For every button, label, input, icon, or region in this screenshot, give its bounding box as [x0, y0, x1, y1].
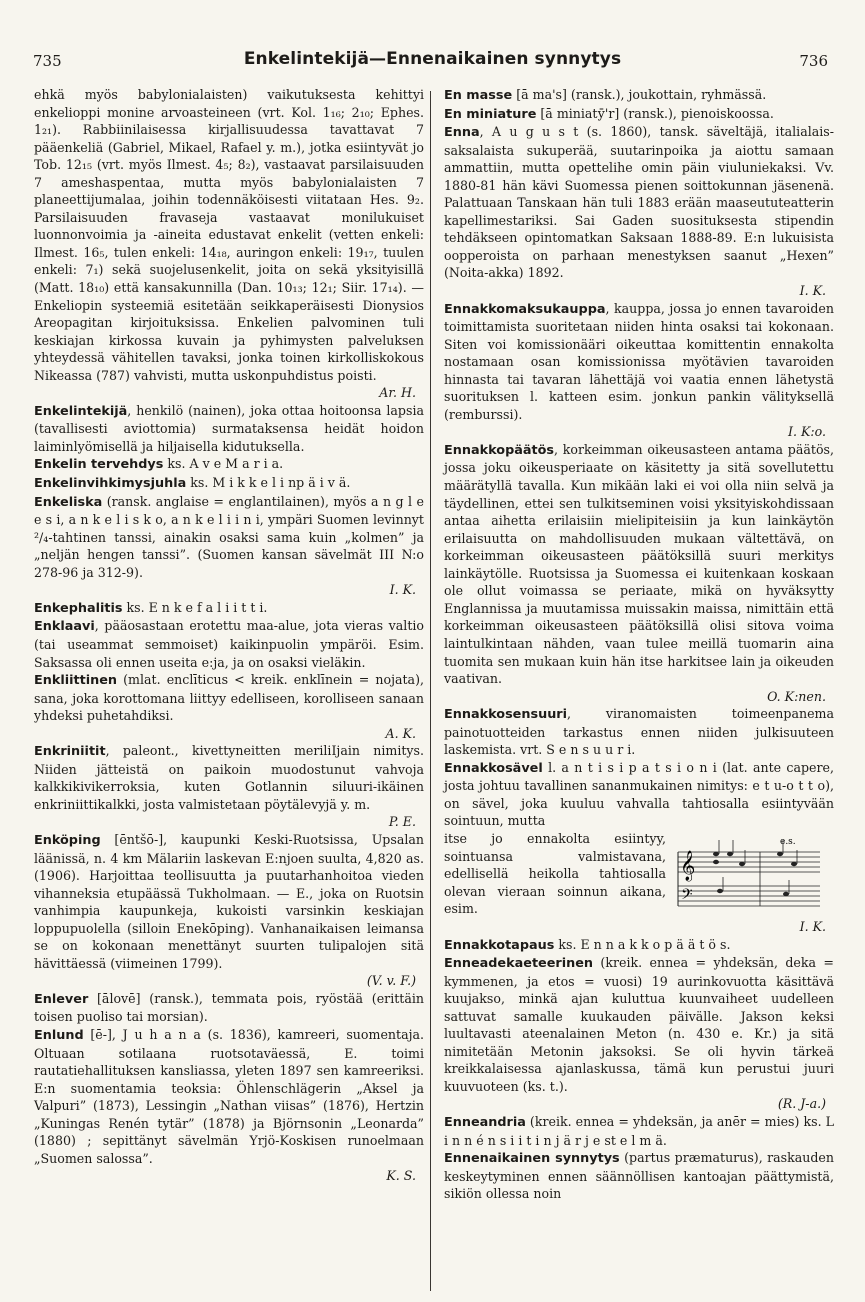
left-entry: Enkeliska (ransk. anglaise = englantilainen), myös a n g l e e s i, a n k e l i s k o, a n k e l i i n i, ympäri Suomen levinnyt ²/₄-tahtinen tanssi, ainakin osaksi sama kuin „kolmen” ja „neljän hengen tanssi”. (Suomen kansan sävelmät III N:o 278-96 ja 312-9). [34, 493, 424, 580]
entry-headword: Enna [444, 125, 480, 141]
left-entry: Enkelin tervehdys ks. A v e M a r i a. [34, 456, 284, 473]
entry-headword: Ennenaikainen synnytys [444, 1151, 620, 1167]
entry-headword: Enkephalitis [34, 600, 123, 616]
right-entry: Ennakkotapaus ks. E n n a k k o p ä ä t ö s. [444, 936, 731, 953]
right-entry: En masse [ā ma's] (ransk.), joukottain, ryhmässä. [444, 87, 767, 103]
entry-headword: Enkliittinen [34, 673, 118, 689]
right-entry: Enna, A u g u s t (s. 1860), tansk. säveltäjä, italialais-saksalaista sukuperää, suutarinpoika ja aiottu samaan ammattiin, mutta opettelihe omin päin viuluniekaksi. Vv. 1880-81 hän kävi Suomessa pienen soittokunnan jäsenenä. Palattuaan Tanskaan hän tuli 1883 erään maaseututeatterin kapellimestariksi. Sai Gaden suosituksesta stipendin tehdäkseen opintomatkan Saksaan 1888-89. E:n lukuisista oopperoista on parhaan menestyksen saanut „Hexen” (Noita-akka) 1892. [444, 124, 834, 281]
entry-headword: En masse [444, 88, 513, 103]
left-entry: Enkelinvihkimysjuhla ks. M i k k e l i np ä i v ä. [34, 475, 351, 492]
entry-headword: Ennakkosensuuri [444, 707, 568, 723]
treble-staff [678, 852, 820, 872]
right-column-bottom [444, 936, 834, 1203]
left-entry: Enkelintekijä, henkilö (nainen), joka ottaa hoitoonsa lapsia (tavallisesti aviottomia) surmataksensa heidät hoidon laiminlyömisellä ja hiljaisella kidutuksella. [34, 402, 424, 454]
entry-headword: Enkelintekijä [34, 403, 128, 419]
entry-headword: Enkriniitit [34, 744, 106, 760]
entry-headword: Enköping [34, 832, 101, 848]
left-column [34, 86, 424, 1185]
entry-headword: Enkelinvihkimysjuhla [34, 476, 187, 492]
entry-headword: En miniature [444, 106, 537, 122]
right-signature: I. K:o. [788, 424, 826, 440]
music-staff-svg [670, 834, 826, 918]
left-entry: Enklaavi, pääosastaan erotettu maa-alue, jota vieras valtio (tai useammat semmoiset) kaikinpuolin ympäröi. Esim. Saksassa oli ennen useita e:ja, ja on osaksi vieläkin. [34, 618, 424, 670]
right-entry: Ennakkopäätös, korkeimman oikeusasteen antama päätös, jossa joku oikeusperiaate on käsitetty ja sitä sovellutettu määrätyllä tavalla. Kun mikään laki ei voi olla niin selvä ja täydellinen, ettei sen tulkitseminen voisi yksityiskohdissaan antaa aihetta erilaisiin mielipiteisiin ja kun lainkäytön erilaisuutta on mahdollisuuden mukaan vältettävä, on korkeimman oikeusasteen päätöksillä suuri merkitys lainkäytölle. Ruotsissa ja Suomessa ei kuitenkaan koskaan ole ollut voimassa se periaate, mikä on hyväksytty Englannissa ja muutamissa muissakin maissa, nimittäin että korkeimman oikeusasteen päätöksillä olisi sitova voima laintulkintaan nähden, vaan tulee meillä tuomarin aina tuomita sen mukaan kuin hän itse harkitsee lain ja oikeuden vaativan. [444, 441, 834, 687]
right-entry: Ennakkosensuuri, viranomaisten toimeenpanema painotuotteiden tarkastus ennen niiden julkisuuteen laskemista. vrt. S e n s u u r i. [444, 706, 834, 758]
music-example-text: itse jo ennakolta esiintyy, sointuansa valmistavana, edellisellä heikolla tahtiosalla olevan vieraan soinnun aikana, esim. [444, 830, 666, 917]
left-signature: K. S. [386, 1168, 416, 1184]
music-caption: e.s. [780, 836, 796, 847]
entry-headword: Enlund [34, 1027, 84, 1043]
column-divider [430, 91, 431, 1291]
right-signature: I. K. [799, 283, 826, 299]
left-entry: Enkephalitis ks. E n k e f a l i i t t i. [34, 599, 268, 616]
right-entry: Enneandria (kreik. ennea = yhdeksän, ja anēr = mies) ks. L i n n é n s i i t i n j ä r j e st e l m ä. [444, 1113, 834, 1148]
left-signature: I. K. [389, 582, 416, 598]
page-number-left: 735 [33, 52, 62, 70]
left-entry: ehkä myös babylonialaisten) vaikutuksesta kehittyi enkelioppi monine arvoasteineen (vrt. Kol. 1₁₆; 2₁₀; Ephes. 1₂₁). Rabbiinilaisessa kirjallisuudessa tavattavat 7 pääenkeliä (Gabriel, Mikael, Rafael y. m.), jotka esiintyvät jo Tob. 12₁₅ (vrt. myös Ilmest. 4₅; 8₂), vastaavat parsilaisuuden 7 ameshaspentaa, mutta myös babylonialaisten 7 planeettijumalaa, joihin todennäköisesti viitataan Hes. 9₂. Parsilaisuuden fravaseja vastaavat monilukuiset luonnonvoimia ja -aineita edustavat enkelit (vetten enkeli: Ilmest. 16₅, tulen enkeli: 14₁₈, auringon enkeli: 19₁₇, tuulen enkeli: 7₁) sekä suojelusenkelit, joita on sekä yksityisillä (Matt. 18₁₀) että kansakunnilla (Dan. 10₁₃; 12₁; Siir. 17₁₄). — Enkeliopin systeemiä esitetään seikkaperäisesti Dionysios Areopagitan kirjoituksissa. Enkelien palvominen tuli keskiajan kirkossa kuvain ja pyhimysten palveluksen yhteydessä vähitellen tavaksi, jonka toinen kirkolliskokous Nikeassa (787) vahvisti, mutta uskonpuhdistus poisti. [34, 87, 424, 383]
page-header [0, 0, 865, 80]
left-entry: Enkriniitit, paleont., kivettyneitten meriliIjain nimitys. Niiden jätteistä on paikoin muodostunut vahvoja kalkkikivikerroksia, kuten Gotlannin siluuri-ikäinen enkriniittikalkki, josta valmistetaan pöytälevyjä y. m. [34, 743, 424, 812]
right-entry: Ennakkosävel l. a n t i s i p a t s i o n i (lat. ante capere, josta johtuu tavallinen sananmukainen nimitys: e t u-o t t o), on sävel, joka kuuluu vahvalla tahtiosalla esiintyvään sointuun, mutta [444, 759, 834, 829]
left-signature: (V. v. F.) [366, 973, 416, 989]
left-signature: A. K. [385, 725, 416, 741]
entry-headword: Enneandria [444, 1114, 526, 1130]
entry-headword: Ennakkosävel [444, 760, 543, 776]
entry-headword: Enklaavi [34, 619, 95, 635]
notes [713, 852, 797, 896]
right-entry: Ennenaikainen synnytys (partus præmaturus), raskauden keskeytyminen ennen säännöllisen kantoajan päättymistä, sikiön ollessa noin [444, 1150, 834, 1202]
left-entry: Enköping [ēntšō-], kaupunki Keski-Ruotsissa, Upsalan läänissä, n. 4 km Mälariin laskevan E:njoen suulta, 4,820 as. (1906). Harjoittaa teollisuutta ja puutarhanhoitoa vieden vihanneksia etupäässä Tukholmaan. — E., joka on Ruotsin vanhimpia kaupunkeja, kukoisti varsinkin keskiajan loppupuolella (silloin Enekōping). Vanhanaikaisen leimansa se on kokonaan menettänyt suurten tulipalojen sitä hävittäessä (viimeinen 1799). [34, 831, 424, 971]
right-entry: Ennakkomaksukauppa, kauppa, jossa jo ennen tavaroiden toimittamista suoritetaan niiden hinta osaksi tai kokonaan. Siten voi komissionääri oikeuttaa komittentin ennakolta nostamaan osan komissionissa myötävien tavaroiden hinnasta tai tavaran lähettäjä voi vaatia ennen lähetystä suorituksen l. katteen esim. jonkun pankin välityksellä (remburssi). [444, 300, 834, 422]
entry-headword: Enlever [34, 991, 89, 1007]
right-column-top [444, 86, 834, 830]
bass-clef-icon: 𝄢 [681, 885, 693, 907]
right-entry: Enneadekaeteerinen (kreik. ennea = yhdeksän, deka = kymmenen, ja etos = vuosi) 19 aurinkovuotta käsittävä kuujakso, minkä ajan kuluttua kuunvaiheet uudelleen sattuvat samalle kuukauden päivälle. Jakson keksi luultavasti ateenalainen Meton (n. 430 e. Kr.) ja sitä nimitetään Metonin jaksoksi. Se oli hyvin tärkeä kreikkalaisessa ajanlaskussa, tämä kun perustui juuri kuuvuoteen (ks. t.). [444, 955, 834, 1094]
page-number-right: 736 [799, 52, 828, 70]
left-entry: Enkliittinen (mlat. enclīticus < kreik. enklīnein = nojata), sana, joka korottomana liittyy edelliseen, korolliseen sanaan yhdeksi puhetahdiksi. [34, 672, 424, 724]
music-notation [670, 834, 826, 918]
entry-headword: Enkeliska [34, 494, 103, 510]
entry-headword: Ennakkotapaus [444, 937, 555, 953]
entry-headword: Ennakkopäätös [444, 442, 555, 458]
right-column [444, 86, 834, 1203]
entry-headword: Ennakkomaksukauppa [444, 301, 606, 317]
left-entry: Enlund [ē-], J u h a n a (s. 1836), kamreeri, suomentaja. Oltuaan sotilaana ruotsotaväessä, E. toimi rautatiehallituksen kansliassa, yleten 1897 sen kamreeriksi. E:n suomentamia teoksia: Öhlenschlägerin „Aksel ja Valpuri” (1873), Lessingin „Nathan viisas” (1876), Hertzin „Kuningas Renén tytär” (1878) ja Björnsonin „Leonarda” (1880) ; sepittänyt sävelmän Yrjö-Koskisen runoelmaan „Suomen salossa”. [34, 1026, 424, 1166]
left-signature: P. E. [388, 814, 416, 830]
bass-staff [678, 886, 820, 906]
left-signature: Ar. H. [379, 385, 416, 401]
running-title: Enkelintekijä—Ennenaikainen synnytys [243, 49, 622, 69]
music-signature: I. K. [799, 918, 826, 934]
music-example-block [444, 830, 834, 918]
right-entry: En miniature [ā miniatӯ'r] (ransk.), pienoiskoossa. [444, 105, 774, 122]
entry-headword: Enkelin tervehdys [34, 457, 164, 473]
right-signature: (R. J-a.) [777, 1096, 826, 1112]
left-entry: Enlever [ālovē] (ransk.), temmata pois, ryöstää (erittäin toisen puoliso tai morsian). [34, 990, 424, 1025]
right-signature: O. K:nen. [767, 688, 826, 704]
entry-headword: Enneadekaeteerinen [444, 956, 594, 972]
treble-clef-icon: 𝄞 [680, 850, 696, 881]
